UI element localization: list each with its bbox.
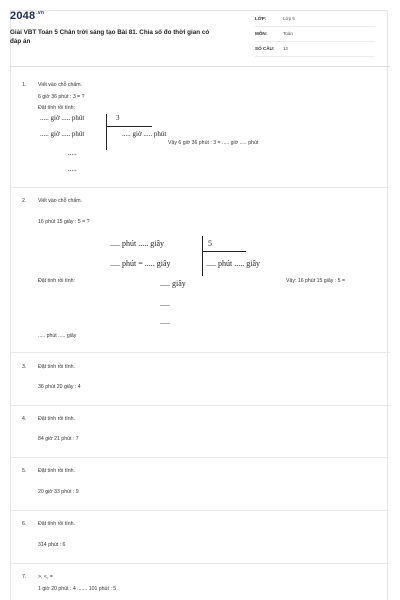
- dividend-line: ..... giờ ..... phút: [40, 114, 85, 122]
- division-bar-vertical: [106, 114, 107, 150]
- question-instruction: >, <, =: [38, 574, 53, 580]
- question-number: 1.: [22, 82, 27, 88]
- header: [10, 6, 370, 66]
- dividend-line: ..... phút ..... giây: [110, 239, 164, 248]
- question-problem: 1 giờ 20 phút : 4 ....... 101 phút : 5: [38, 586, 117, 592]
- question-instruction: Đặt tính rồi tính.: [38, 416, 75, 422]
- site-logo[interactable]: [10, 10, 44, 22]
- dividend-line-2: ..... phút = ..... giây: [110, 259, 171, 268]
- division-bar-horizontal: [202, 251, 246, 252]
- meta-value: Lớp 5: [283, 16, 295, 21]
- meta-key: SỐ CÂU:: [255, 46, 275, 51]
- division-bar-horizontal: [106, 126, 152, 127]
- question-instruction: Đặt tính rồi tính.: [38, 468, 75, 474]
- section-divider: [10, 510, 390, 511]
- remainder: .....: [68, 165, 77, 173]
- question-instruction: Viết vào chỗ chấm.: [38, 82, 83, 88]
- meta-value: 12: [283, 46, 289, 51]
- question-problem: 16 phút 15 giây : 5 = ?: [38, 219, 90, 225]
- question-instruction: Đặt tính rồi tính.: [38, 521, 75, 527]
- question-result-tail: ..... phút ..... giây: [38, 333, 77, 339]
- divisor: 3: [116, 114, 120, 122]
- meta-key: LỚP:: [255, 16, 267, 21]
- section-divider: [10, 563, 390, 564]
- question-number: 4.: [22, 416, 27, 422]
- question-result: Vậy: 16 phút 15 giây : 5 =: [286, 278, 345, 284]
- question-subtext: Đặt tính rồi tính:: [38, 278, 75, 284]
- meta-row-class: [255, 12, 375, 27]
- remainder: .....: [68, 149, 77, 157]
- question-instruction: Đặt tính rồi tính.: [38, 364, 75, 370]
- meta-key: MÔN:: [255, 31, 268, 36]
- remainder: .....: [160, 299, 170, 308]
- section-divider: [10, 457, 390, 458]
- question-result: Vậy 6 giờ 36 phút : 3 = ..... giờ ..... phút: [168, 140, 259, 146]
- section-divider: [10, 352, 390, 353]
- question-problem: 36 phút 20 giây : 4: [38, 384, 81, 390]
- page-title: Giải VBT Toán 5 Chân trời sáng tạo Bài 81. Chia số đo thời gian có đáp án: [10, 29, 210, 45]
- meta-row-count: [255, 42, 375, 57]
- logo-suffix: .vn: [36, 10, 45, 16]
- question-problem: 20 giờ 33 phút : 9: [38, 489, 79, 495]
- meta-info: [255, 12, 375, 57]
- quotient: ..... phút ..... giây: [206, 259, 260, 268]
- question-problem: 84 giờ 21 phút : 7: [38, 436, 79, 442]
- logo-text: 2048: [10, 10, 36, 22]
- remainder: .....: [160, 317, 170, 326]
- quotient: ..... giờ ..... phút: [122, 130, 167, 138]
- remainder: ..... giây: [160, 279, 186, 288]
- question-number: 3.: [22, 364, 27, 370]
- section-divider: [10, 187, 390, 188]
- question-number: 2.: [22, 198, 27, 204]
- question-problem: 6 giờ 36 phút : 3 = ?: [38, 94, 85, 100]
- dividend-line-2: ..... giờ ..... phút: [40, 130, 85, 138]
- meta-row-subject: [255, 27, 375, 42]
- question-number: 6.: [22, 521, 27, 527]
- question-problem: 314 phút : 6: [38, 542, 66, 548]
- division-bar-vertical: [202, 236, 203, 276]
- question-subtext: Đặt tính rồi tính:: [38, 105, 75, 111]
- question-instruction: Viết vào chỗ chấm.: [38, 198, 83, 204]
- section-divider: [10, 405, 390, 406]
- header-divider: [10, 66, 390, 67]
- divisor: 5: [208, 239, 212, 248]
- question-number: 7.: [22, 574, 27, 580]
- meta-value: Toán: [283, 31, 293, 36]
- question-number: 5.: [22, 468, 27, 474]
